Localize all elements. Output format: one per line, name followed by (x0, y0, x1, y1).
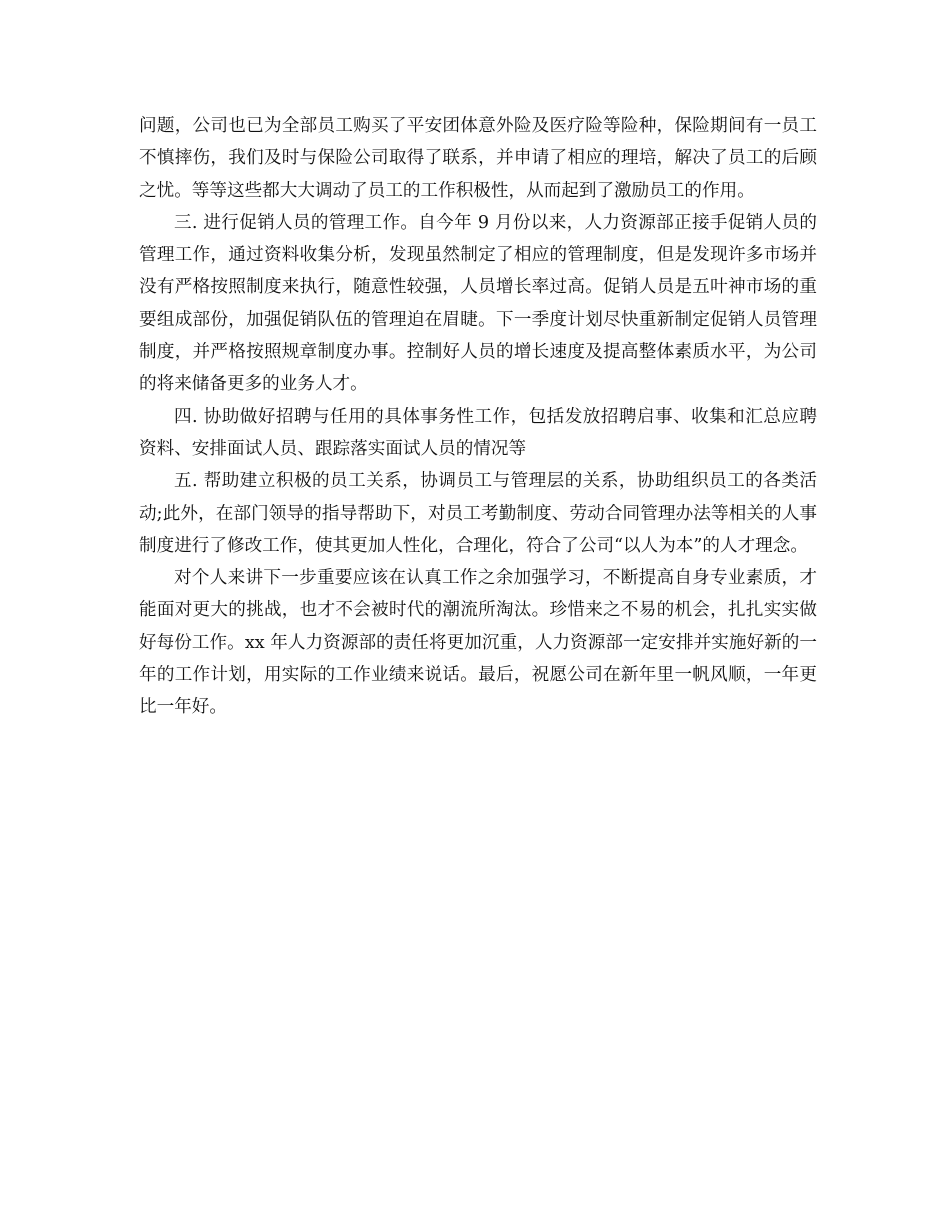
paragraph-insurance-continued: 问题，公司也已为全部员工购买了平安团体意外险及医疗险等险种，保险期间有一员工不慎摔伤，我们及时与保险公司取得了联系，并申请了相应的理培，解决了员工的后顾之忧。等等这些都大大调动了员工的工作积极性，从而起到了激励员工的作用。 (139, 116, 817, 201)
paragraph-personal-outlook: 对个人来讲下一步重要应该在认真工作之余加强学习，不断提高自身专业素质，才能面对更大的挑战，也才不会被时代的潮流所淘汰。珍惜来之不易的机会，扎扎实实做好每份工作。xx 年人力资源部的责任将更加沉重，人力资源部一定安排并实施好新的一年的工作计划，用实际的工作业绩来说话。最后，祝愿公司在新年里一帆风顺，一年更比一年好。 (139, 568, 817, 718)
paragraph-employee-relations: 五. 帮助建立积极的员工关系，协调员工与管理层的关系，协助组织员工的各类活动;此外，在部门领导的指导帮助下，对员工考勤制度、劳动合同管理办法等相关的人事制度进行了修改工作，使其更加人性化，合理化，符合了公司“以人为本”的人才理念。 (139, 471, 817, 556)
paragraph-recruitment-assistance: 四. 协助做好招聘与任用的具体事务性工作，包括发放招聘启事、收集和汇总应聘资料、安排面试人员、跟踪落实面试人员的情况等 (139, 406, 817, 459)
paragraph-promotion-staff-management: 三. 进行促销人员的管理工作。自今年 9 月份以来，人力资源部正接手促销人员的管理工作，通过资料收集分析，发现虽然制定了相应的管理制度，但是发现许多市场并没有严格按照制度来执行，随意性较强，人员增长率过高。促销人员是五叶神市场的重要组成部份，加强促销队伍的管理迫在眉睫。下一季度计划尽快重新制定促销人员管理制度，并严格按照规章制度办事。控制好人员的增长速度及提高整体素质水平，为公司的将来储备更多的业务人才。 (139, 212, 817, 395)
document-body (139, 110, 817, 724)
